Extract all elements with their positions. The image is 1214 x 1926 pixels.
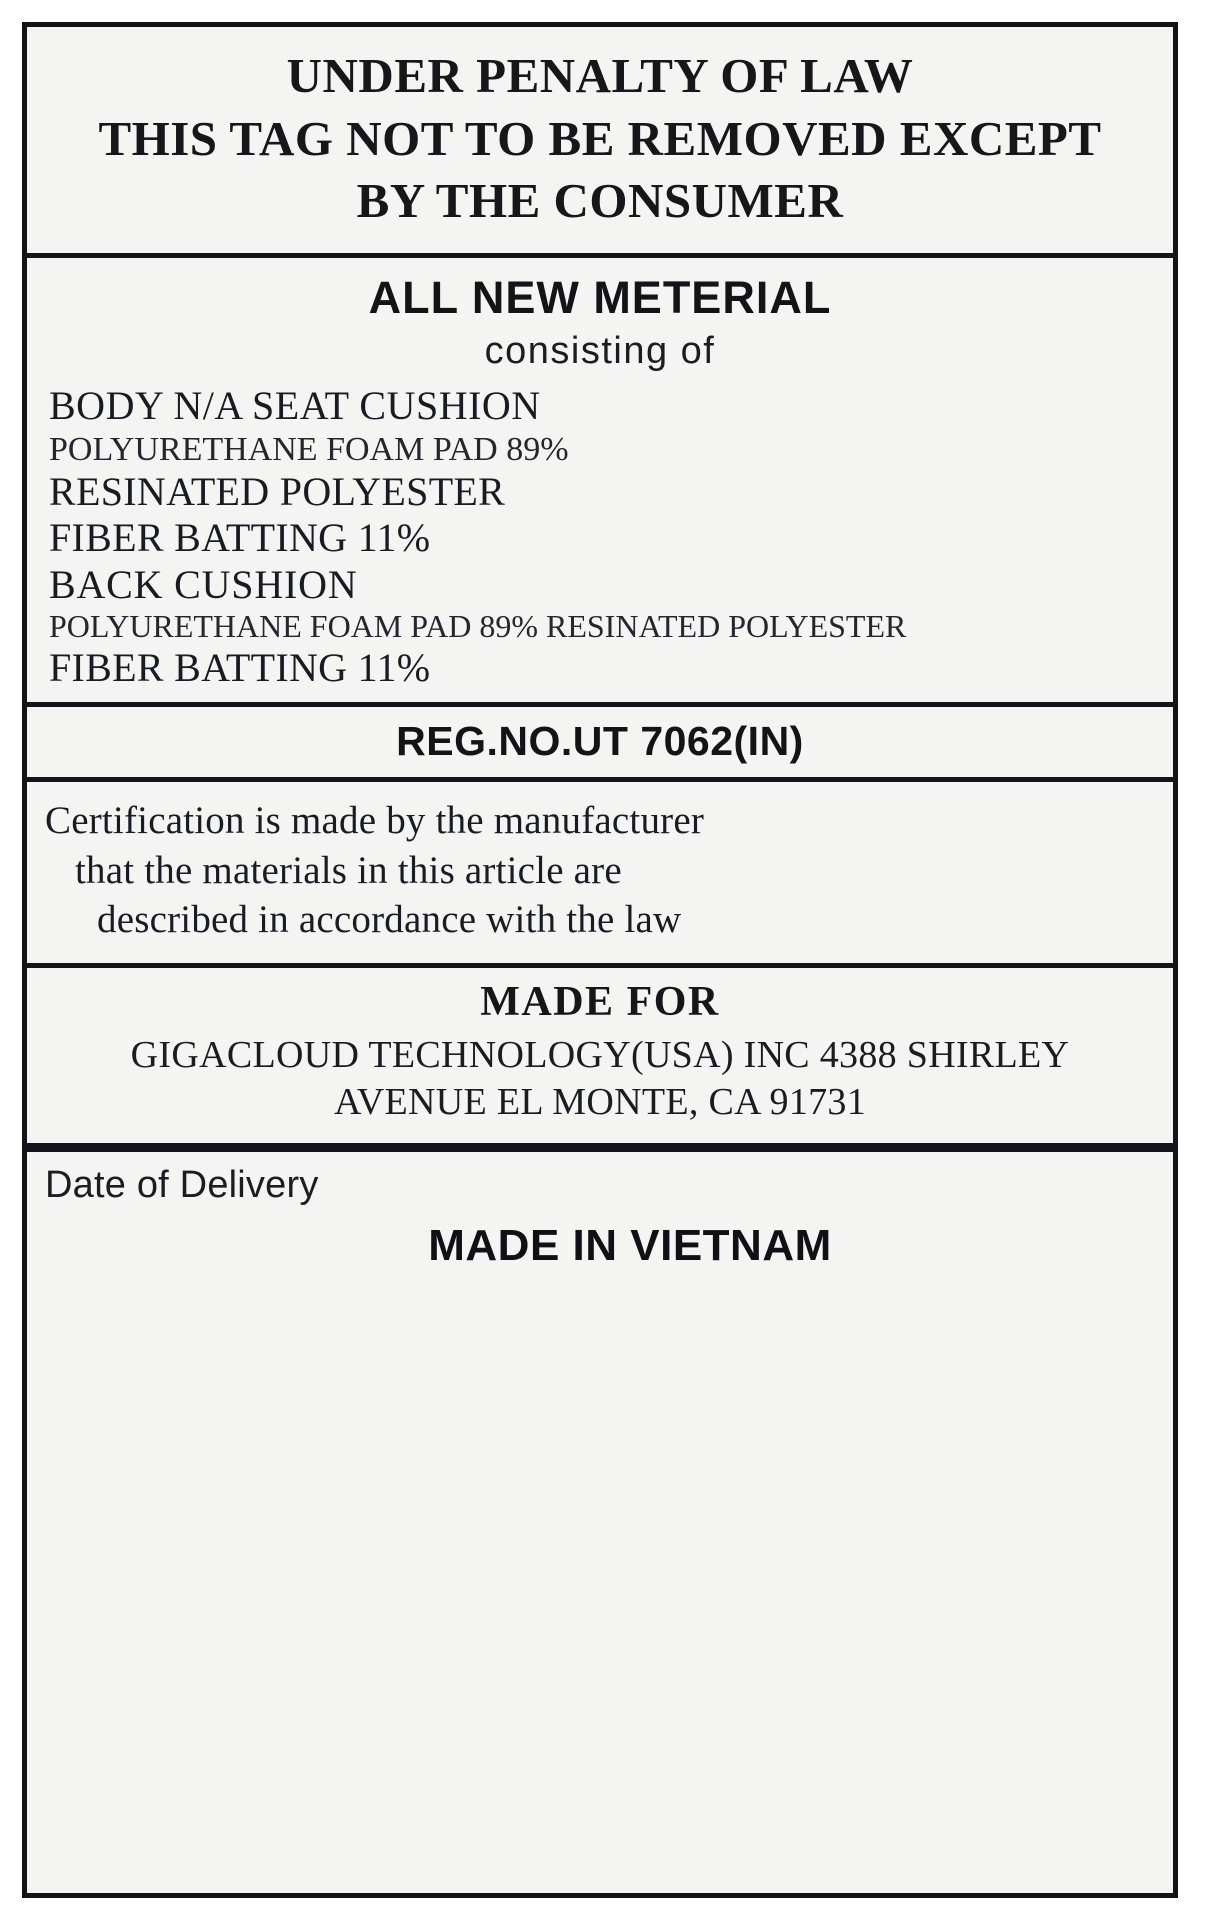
materials-section bbox=[27, 258, 1173, 707]
registration-section bbox=[27, 707, 1173, 782]
penalty-line-3: BY THE CONSUMER bbox=[356, 173, 844, 229]
made-for-title: MADE FOR bbox=[480, 979, 720, 1026]
registration-number: REG.NO.UT 7062(IN) bbox=[396, 717, 804, 764]
materials-title: ALL NEW METERIAL bbox=[368, 272, 832, 324]
made-for-address-line-2: AVENUE EL MONTE, CA 91731 bbox=[333, 1080, 867, 1123]
materials-subtitle: consisting of bbox=[484, 330, 716, 373]
made-for-address-line-1: GIGACLOUD TECHNOLOGY(USA) INC 4388 SHIRLEY bbox=[130, 1034, 1070, 1077]
penalty-line-1: UNDER PENALTY OF LAW bbox=[286, 48, 914, 103]
penalty-notice-section bbox=[27, 27, 1173, 258]
penalty-line-2: THIS TAG NOT TO BE REMOVED EXCEPT bbox=[98, 110, 1102, 166]
material-line: FIBER BATTING 11% bbox=[49, 645, 431, 691]
material-line: RESINATED POLYESTER bbox=[49, 468, 506, 514]
certification-line-1: Certification is made by the manufacturer bbox=[45, 798, 705, 842]
law-label-tag bbox=[22, 22, 1178, 1898]
made-for-section bbox=[27, 968, 1173, 1148]
material-line: BACK CUSHION bbox=[49, 561, 358, 607]
material-line: POLYURETHANE FOAM PAD 89% RESINATED POLYESTER bbox=[49, 608, 907, 645]
material-line: POLYURETHANE FOAM PAD 89% bbox=[49, 430, 569, 468]
certification-line-2: that the materials in this article are bbox=[75, 848, 622, 892]
material-line: BODY N/A SEAT CUSHION bbox=[49, 383, 541, 429]
materials-list bbox=[27, 383, 1173, 692]
material-line: FIBER BATTING 11% bbox=[49, 515, 431, 561]
certification-section bbox=[27, 782, 1173, 969]
footer-section bbox=[27, 1148, 1173, 1279]
certification-line-3: described in accordance with the law bbox=[97, 898, 682, 942]
made-in-country: MADE IN VIETNAM bbox=[428, 1221, 832, 1271]
date-of-delivery-label: Date of Delivery bbox=[45, 1164, 319, 1207]
